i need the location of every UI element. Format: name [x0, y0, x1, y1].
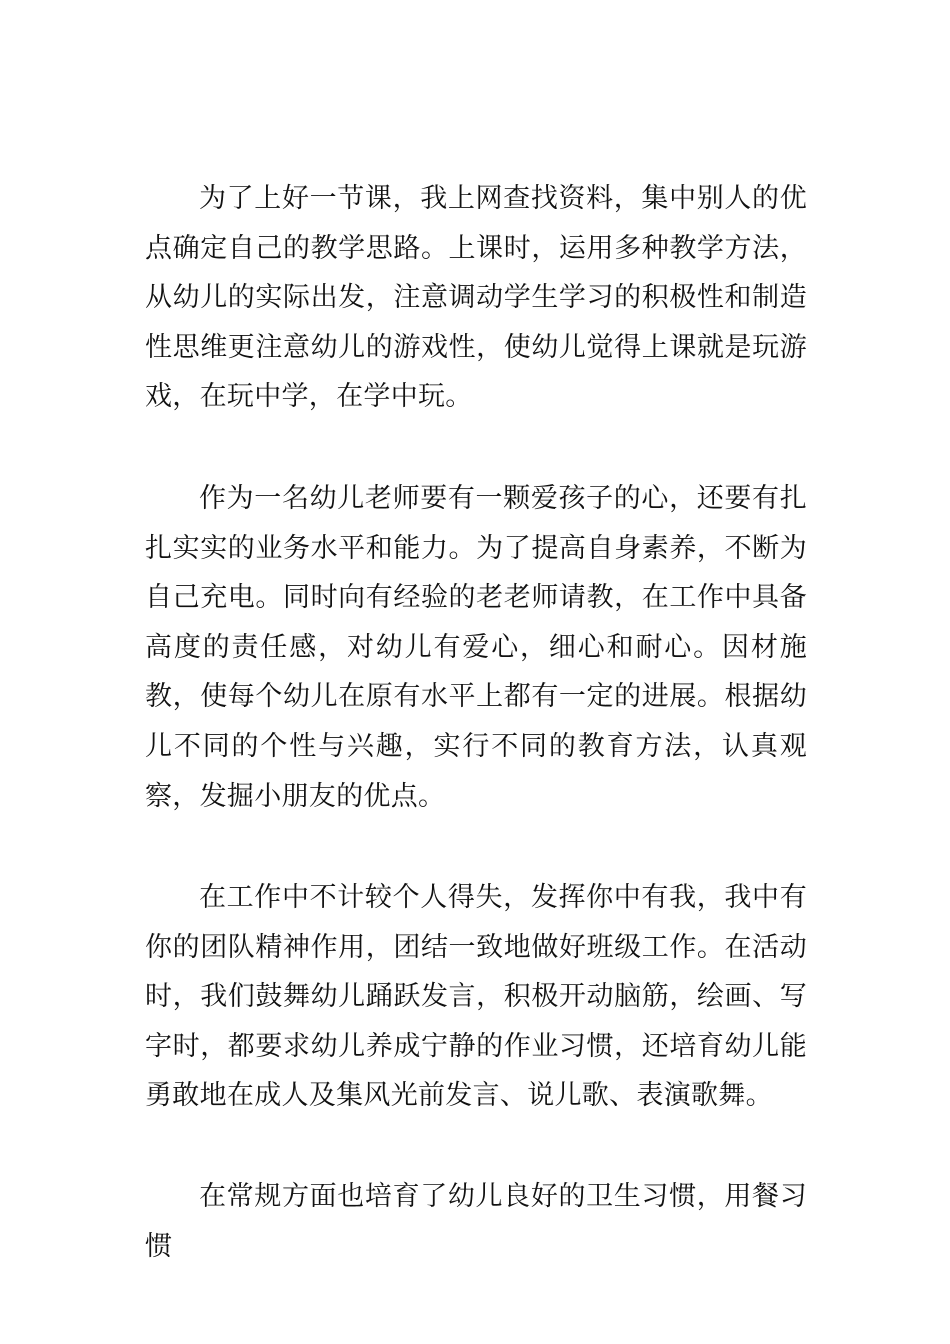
paragraph-teamwork: 在工作中不计较个人得失，发挥你中有我，我中有你的团队精神作用，团结一致地做好班级工作。在活动时，我们鼓舞幼儿踊跃发言，积极开动脑筋，绘画、写字时，都要求幼儿养成宁静的作业习惯，还培育幼儿能勇敢地在成人及集风光前发言、说儿歌、表演歌舞。 — [145, 882, 807, 1112]
paragraph-routine-habits: 在常规方面也培育了幼儿良好的卫生习惯，用餐习惯 — [145, 1181, 807, 1262]
paragraph-teacher-qualities: 作为一名幼儿老师要有一颗爱孩子的心，还要有扎扎实实的业务水平和能力。为了提高自身素养，不断为自己充电。同时向有经验的老老师请教，在工作中具备高度的责任感，对幼儿有爱心，细心和耐心。因材施教，使每个幼儿在原有水平上都有一定的进展。根据幼儿不同的个性与兴趣，实行不同的教育方法，认真观察，发掘小朋友的优点。 — [145, 483, 807, 812]
paragraph-lesson-preparation: 为了上好一节课，我上网查找资料，集中别人的优点确定自己的教学思路。上课时，运用多种教学方法，从幼儿的实际出发，注意调动学生学习的积极性和制造性思维更注意幼儿的游戏性，使幼儿觉得上课就是玩游戏，在玩中学，在学中玩。 — [145, 183, 807, 413]
